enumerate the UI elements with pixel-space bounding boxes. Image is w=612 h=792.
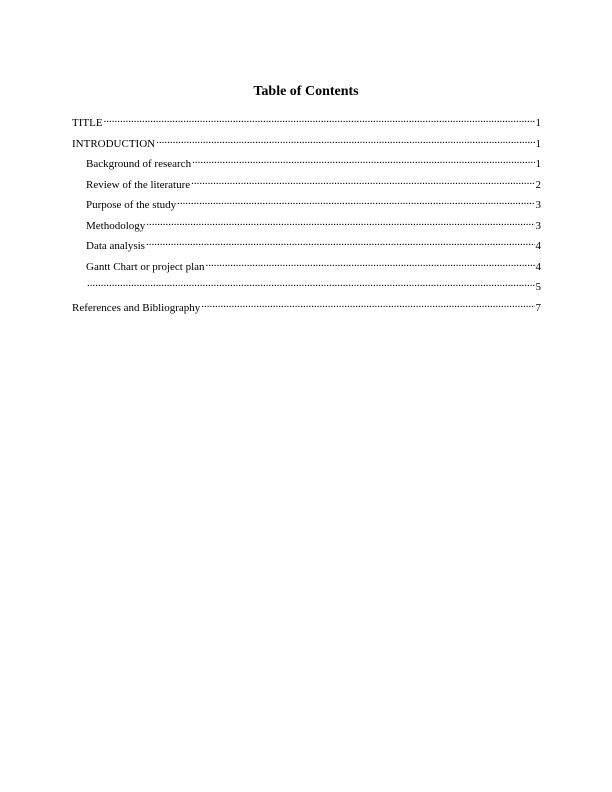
toc-entry-label: Background of research xyxy=(86,158,192,170)
toc-entry-methodology[interactable] xyxy=(72,216,541,237)
toc-entry-introduction[interactable] xyxy=(72,134,541,155)
dot-leader xyxy=(156,134,534,147)
toc-entry-page: 2 xyxy=(535,178,541,191)
dot-leader xyxy=(191,175,534,188)
toc-entry-page: 5 xyxy=(535,281,541,293)
toc-entry-untitled[interactable] xyxy=(72,277,541,298)
toc-entry-gantt-chart[interactable] xyxy=(72,257,541,278)
toc-entry-page: 3 xyxy=(535,219,541,232)
toc-entry-page: 4 xyxy=(535,240,541,252)
dot-leader xyxy=(206,257,535,270)
toc-entry-page: 1 xyxy=(535,137,541,150)
toc-entry-label: Review of the literature xyxy=(86,178,191,191)
toc-entry-purpose[interactable] xyxy=(72,195,541,216)
toc-entry-page: 4 xyxy=(535,260,541,273)
toc-entry-page: 1 xyxy=(535,117,541,129)
toc-entry-label: Gantt Chart or project plan xyxy=(86,260,205,273)
toc-entry-label: Methodology xyxy=(86,219,146,232)
toc-entry-label: INTRODUCTION xyxy=(72,137,156,150)
toc-entry-label: References and Bibliography xyxy=(72,301,201,314)
dot-leader xyxy=(146,236,535,249)
toc-entry-page: 1 xyxy=(535,158,541,170)
toc-entry-title[interactable] xyxy=(72,113,541,134)
toc-entry-label: Purpose of the study xyxy=(86,199,177,211)
toc-entry-data-analysis[interactable] xyxy=(72,236,541,257)
toc-title: Table of Contents xyxy=(253,84,359,99)
dot-leader xyxy=(146,216,534,229)
toc-entry-references[interactable] xyxy=(72,298,541,319)
toc-entry-label: TITLE xyxy=(72,117,103,129)
toc-entry-label: Data analysis xyxy=(86,240,145,252)
toc-entry-page: 7 xyxy=(535,301,541,314)
toc-entry-literature-review[interactable] xyxy=(72,175,541,196)
dot-leader xyxy=(201,298,534,311)
toc-entry-page: 3 xyxy=(535,199,541,211)
dot-leader xyxy=(104,113,535,126)
dot-leader xyxy=(177,195,534,208)
toc-entry-background[interactable] xyxy=(72,154,541,175)
table-of-contents xyxy=(72,113,541,318)
dot-leader xyxy=(192,154,534,167)
dot-leader xyxy=(87,277,535,290)
